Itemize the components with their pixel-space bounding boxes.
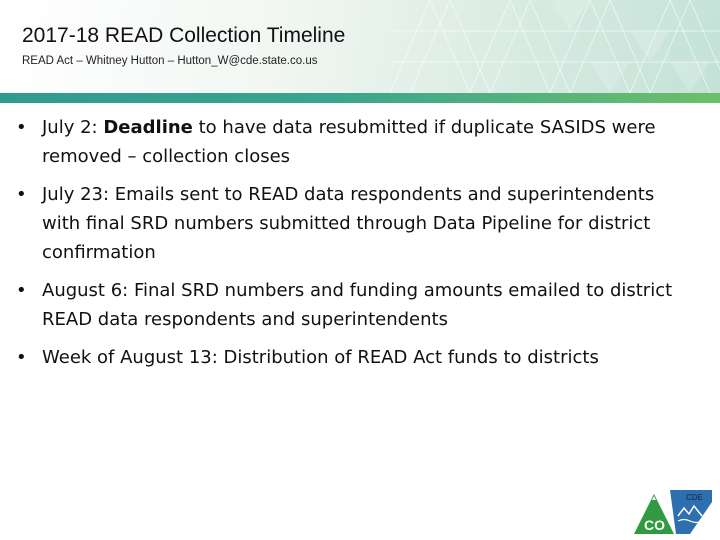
slide-title: 2017-18 READ Collection Timeline — [22, 24, 346, 47]
timeline-text: Week of August 13: Distribution of READ Act funds to districts — [42, 347, 599, 368]
bullet-icon: • — [16, 280, 27, 301]
timeline-list — [0, 113, 720, 381]
timeline-text: July 23: Emails sent to READ data respondents and superintendents with final SRD numbers submitted through Data Pipeline for district confirmation — [42, 184, 655, 263]
triangle-pattern — [390, 0, 720, 93]
timeline-date: July 2: — [42, 117, 98, 138]
logo-cde-text: CDE — [686, 493, 703, 502]
logo-co-text: CO — [644, 517, 665, 533]
bullet-icon: • — [16, 184, 27, 205]
timeline-item-july-23 — [0, 180, 720, 267]
slide-subtitle: READ Act – Whitney Hutton – Hutton_W@cde.state.co.us — [22, 55, 318, 67]
cde-logo — [632, 490, 712, 534]
deadline-emphasis: Deadline — [103, 117, 193, 138]
timeline-item-august-6 — [0, 276, 720, 334]
slide-header — [0, 0, 720, 93]
timeline-item-august-13 — [0, 343, 720, 372]
timeline-item-july-2 — [0, 113, 720, 171]
header-accent-bar — [0, 93, 720, 103]
bullet-icon: • — [16, 117, 27, 138]
bullet-icon: • — [16, 347, 27, 368]
timeline-text: to have data resubmitted if duplicate SASIDS were removed – collection closes — [42, 117, 656, 167]
timeline-text: August 6: Final SRD numbers and funding amounts emailed to district READ data respondents and superintendents — [42, 280, 673, 330]
